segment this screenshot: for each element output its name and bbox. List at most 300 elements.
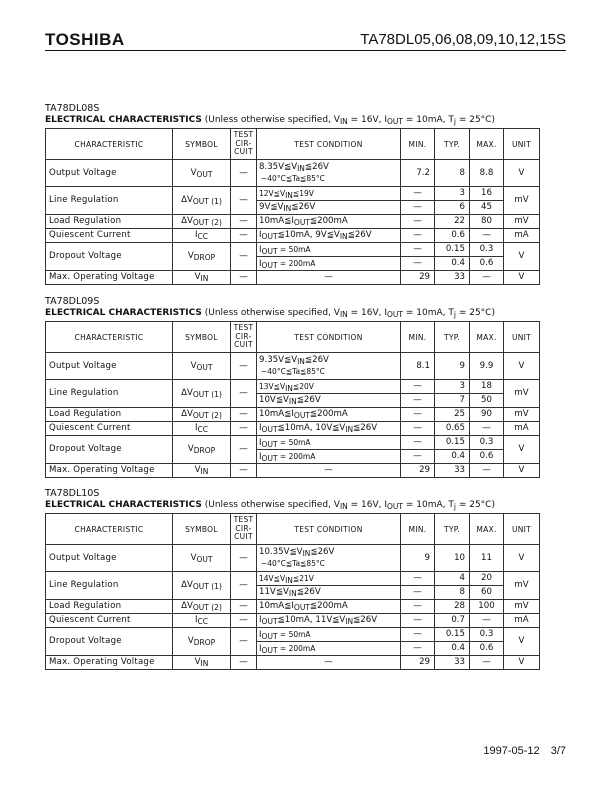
unit-cell: mV bbox=[504, 187, 540, 215]
col-typ: TYP. bbox=[435, 514, 470, 545]
caption-text: OUT bbox=[387, 117, 404, 126]
typ-value: 0.65 bbox=[435, 422, 470, 436]
electrical-characteristics-table bbox=[45, 513, 540, 670]
test-condition-cell bbox=[257, 215, 401, 229]
subscript: OUT bbox=[261, 246, 278, 256]
min-value: 29 bbox=[401, 656, 435, 670]
caption-text: = 25°C) bbox=[455, 308, 495, 318]
max-value: 60 bbox=[470, 586, 504, 600]
text-fragment: V bbox=[194, 657, 201, 667]
text-fragment: ≦26V bbox=[347, 230, 372, 240]
condition-line bbox=[259, 615, 398, 626]
characteristic-cell: Output Voltage bbox=[46, 545, 173, 572]
text-fragment: 10V≦V bbox=[259, 395, 289, 405]
caption-text: = 16V, I bbox=[347, 308, 388, 318]
test-condition-cell bbox=[257, 422, 401, 436]
max-value: 8.8 bbox=[470, 160, 504, 187]
typ-value: 3 bbox=[435, 380, 470, 394]
characteristic-cell: Line Regulation bbox=[46, 187, 173, 215]
characteristic-cell: Max. Operating Voltage bbox=[46, 464, 173, 478]
text-fragment: ΔV bbox=[181, 195, 193, 205]
symbol-cell bbox=[173, 229, 231, 243]
characteristic-cell: Load Regulation bbox=[46, 408, 173, 422]
unit-cell: mA bbox=[504, 422, 540, 436]
min-value: — bbox=[401, 586, 435, 600]
table-caption bbox=[45, 499, 539, 511]
subscript: OUT bbox=[196, 554, 213, 564]
table-row bbox=[46, 614, 540, 628]
characteristic-cell: Load Regulation bbox=[46, 600, 173, 614]
subscript: CC bbox=[197, 617, 209, 626]
col-test-condition: TEST CONDITION bbox=[257, 129, 401, 160]
condition-line bbox=[259, 558, 398, 570]
test-circuit-cell: — bbox=[231, 160, 257, 187]
subscript: OUT bbox=[261, 631, 278, 641]
test-circuit-cell: — bbox=[231, 572, 257, 600]
min-value: — bbox=[401, 229, 435, 243]
min-value: — bbox=[401, 628, 435, 642]
condition-line bbox=[259, 629, 398, 641]
caption-text: = 25°C) bbox=[455, 115, 495, 125]
caption-text: OUT bbox=[387, 502, 404, 511]
table-row bbox=[46, 243, 540, 257]
caption-title: ELECTRICAL CHARACTERISTICS bbox=[45, 115, 202, 125]
col-test-circuit bbox=[231, 514, 257, 545]
col-min: MIN. bbox=[401, 129, 435, 160]
unit-cell: mV bbox=[504, 572, 540, 600]
test-circuit-line: CUIT bbox=[234, 532, 253, 542]
text-fragment: ΔV bbox=[181, 388, 193, 398]
test-circuit-cell: — bbox=[231, 243, 257, 271]
text-fragment: ≦200mA bbox=[309, 601, 348, 611]
max-value: — bbox=[470, 656, 504, 670]
max-value: 0.3 bbox=[470, 628, 504, 642]
unit-cell: mV bbox=[504, 215, 540, 229]
typ-value: 6 bbox=[435, 201, 470, 215]
test-condition-cell bbox=[257, 450, 401, 464]
min-value: — bbox=[401, 187, 435, 201]
footer-page-number: 3/7 bbox=[550, 745, 566, 757]
subscript: IN bbox=[200, 274, 209, 283]
test-condition-cell bbox=[257, 628, 401, 642]
text-fragment: 10mA≦I bbox=[259, 409, 294, 419]
symbol-cell bbox=[173, 243, 231, 271]
min-value: — bbox=[401, 614, 435, 628]
typ-value: 0.15 bbox=[435, 436, 470, 450]
section-ta78dl09s bbox=[45, 296, 539, 478]
test-condition-cell bbox=[257, 436, 401, 450]
condition-line bbox=[259, 173, 398, 185]
min-value: — bbox=[401, 394, 435, 408]
text-fragment: I bbox=[259, 629, 262, 640]
test-circuit-cell: — bbox=[231, 353, 257, 380]
subscript: OUT bbox=[293, 218, 310, 227]
caption-text: = 25°C) bbox=[455, 500, 495, 510]
min-value: — bbox=[401, 436, 435, 450]
text-fragment: ΔV bbox=[181, 409, 193, 419]
text-fragment: ≦26V bbox=[304, 161, 329, 172]
caption-text: = 10mA, T bbox=[403, 308, 454, 318]
test-circuit-cell: — bbox=[231, 380, 257, 408]
max-value: 0.6 bbox=[470, 642, 504, 656]
caption-text: IN bbox=[339, 117, 348, 126]
text-fragment: I bbox=[259, 451, 262, 462]
unit-cell: V bbox=[504, 464, 540, 478]
table-caption bbox=[45, 114, 539, 126]
min-value: — bbox=[401, 201, 435, 215]
subscript: OUT bbox=[261, 453, 278, 463]
unit-cell: V bbox=[504, 353, 540, 380]
caption-text: OUT bbox=[387, 310, 404, 319]
condition-line bbox=[259, 188, 398, 200]
symbol-cell bbox=[173, 160, 231, 187]
caption-text: IN bbox=[339, 310, 348, 319]
subscript: OUT bbox=[261, 260, 278, 270]
text-fragment: V bbox=[190, 167, 197, 178]
text-fragment: V bbox=[187, 636, 194, 646]
test-condition-cell bbox=[257, 271, 401, 285]
test-circuit-cell: — bbox=[231, 614, 257, 628]
col-symbol: SYMBOL bbox=[173, 322, 231, 353]
text-fragment: I bbox=[194, 423, 198, 433]
text-fragment: I bbox=[259, 615, 262, 625]
test-condition-cell bbox=[257, 353, 401, 380]
test-condition-cell bbox=[257, 201, 401, 215]
text-fragment: ≦26V bbox=[296, 587, 321, 597]
text-fragment: I bbox=[259, 230, 262, 240]
text-fragment: I bbox=[259, 437, 262, 448]
unit-cell: mV bbox=[504, 380, 540, 408]
subscript: CC bbox=[197, 425, 209, 434]
test-circuit-cell: — bbox=[231, 628, 257, 656]
text-fragment: ≦21V bbox=[292, 573, 314, 583]
col-max: MAX. bbox=[470, 514, 504, 545]
caption-text: (Unless otherwise specified, V bbox=[201, 500, 340, 510]
text-fragment: V bbox=[194, 465, 201, 475]
test-circuit-cell: — bbox=[231, 187, 257, 215]
text-fragment: V bbox=[190, 552, 197, 563]
max-value: — bbox=[470, 271, 504, 285]
col-typ: TYP. bbox=[435, 322, 470, 353]
condition-line bbox=[259, 230, 398, 241]
caption-text: = 16V, I bbox=[347, 115, 388, 125]
characteristic-cell: Load Regulation bbox=[46, 215, 173, 229]
caption-text: j bbox=[453, 117, 456, 126]
col-min: MIN. bbox=[401, 514, 435, 545]
text-fragment: ≦20V bbox=[292, 381, 314, 391]
max-value: 0.3 bbox=[470, 436, 504, 450]
condition-line bbox=[259, 366, 398, 378]
max-value: 9.9 bbox=[470, 353, 504, 380]
text-fragment: ≦10mA, 9V≦V bbox=[277, 230, 340, 240]
test-condition-cell bbox=[257, 408, 401, 422]
subscript: DROP bbox=[193, 446, 216, 455]
text-fragment: I bbox=[259, 643, 262, 654]
test-condition-cell bbox=[257, 229, 401, 243]
footer bbox=[475, 745, 566, 757]
table-row bbox=[46, 187, 540, 201]
table-row bbox=[46, 271, 540, 285]
subscript: IN bbox=[297, 356, 305, 366]
subscript: IN bbox=[283, 204, 292, 213]
text-fragment: = 50mA bbox=[277, 244, 311, 254]
text-fragment: −40°C≦Ta≦85°C bbox=[261, 173, 325, 183]
test-circuit-line: CUIT bbox=[234, 147, 253, 157]
caption-text: j bbox=[453, 502, 456, 511]
typ-value: 7 bbox=[435, 394, 470, 408]
toshiba-logo: TOSHIBA bbox=[45, 30, 125, 49]
text-fragment: I bbox=[259, 423, 262, 433]
symbol-cell bbox=[173, 464, 231, 478]
unit-cell: mV bbox=[504, 600, 540, 614]
condition-line bbox=[259, 355, 398, 366]
text-fragment: 8.35V≦V bbox=[259, 161, 298, 172]
characteristic-cell: Quiescent Current bbox=[46, 422, 173, 436]
table-row bbox=[46, 215, 540, 229]
caption-text: j bbox=[453, 310, 456, 319]
test-condition-cell bbox=[257, 160, 401, 187]
subscript: OUT bbox=[261, 439, 278, 449]
col-max: MAX. bbox=[470, 129, 504, 160]
col-max: MAX. bbox=[470, 322, 504, 353]
test-condition-cell bbox=[257, 614, 401, 628]
subscript: OUT (1) bbox=[192, 197, 222, 206]
text-fragment: V bbox=[194, 272, 201, 282]
test-condition-cell bbox=[257, 464, 401, 478]
text-fragment: — bbox=[324, 465, 333, 475]
test-condition-cell bbox=[257, 572, 401, 586]
max-value: 0.6 bbox=[470, 257, 504, 271]
condition-line bbox=[259, 244, 398, 256]
symbol-cell bbox=[173, 436, 231, 464]
subscript: DROP bbox=[193, 638, 216, 647]
table-row bbox=[46, 545, 540, 572]
max-value: 50 bbox=[470, 394, 504, 408]
condition-line bbox=[259, 162, 398, 173]
subscript: OUT bbox=[196, 169, 213, 179]
min-value: — bbox=[401, 215, 435, 229]
typ-value: 10 bbox=[435, 545, 470, 572]
text-fragment: ≦10mA, 10V≦V bbox=[277, 423, 346, 433]
subscript: OUT bbox=[196, 362, 213, 372]
subscript: IN bbox=[345, 617, 354, 626]
text-fragment: = 200mA bbox=[277, 643, 316, 653]
subscript: OUT (1) bbox=[192, 390, 222, 399]
text-fragment: = 200mA bbox=[277, 258, 316, 268]
symbol-cell bbox=[173, 600, 231, 614]
col-unit: UNIT bbox=[504, 514, 540, 545]
table-caption bbox=[45, 307, 539, 319]
characteristic-cell: Output Voltage bbox=[46, 353, 173, 380]
subscript: IN bbox=[288, 589, 297, 598]
subscript: OUT bbox=[261, 232, 278, 241]
text-fragment: 10.35V≦V bbox=[259, 546, 303, 557]
condition-line bbox=[259, 547, 398, 558]
text-fragment: = 200mA bbox=[277, 451, 316, 461]
part-number: TA78DL10S bbox=[45, 488, 100, 499]
condition-line bbox=[259, 395, 398, 406]
text-fragment: I bbox=[259, 258, 262, 269]
text-fragment: 12V≦V bbox=[259, 188, 286, 198]
text-fragment: 10mA≦I bbox=[259, 601, 294, 611]
table-row bbox=[46, 160, 540, 187]
header-row bbox=[46, 322, 540, 353]
text-fragment: 10mA≦I bbox=[259, 216, 294, 226]
max-value: — bbox=[470, 422, 504, 436]
min-value: — bbox=[401, 243, 435, 257]
typ-value: 8 bbox=[435, 586, 470, 600]
subscript: IN bbox=[339, 232, 348, 241]
text-fragment: — bbox=[324, 657, 333, 667]
subscript: IN bbox=[297, 163, 305, 173]
test-circuit-cell: — bbox=[231, 408, 257, 422]
min-value: — bbox=[401, 408, 435, 422]
test-circuit-line: CIR- bbox=[235, 523, 252, 533]
col-unit: UNIT bbox=[504, 129, 540, 160]
caption-text: = 10mA, T bbox=[403, 500, 454, 510]
condition-line bbox=[259, 258, 398, 270]
max-value: 45 bbox=[470, 201, 504, 215]
text-fragment: ≦26V bbox=[310, 546, 335, 557]
typ-value: 3 bbox=[435, 187, 470, 201]
test-circuit-cell: — bbox=[231, 271, 257, 285]
min-value: 7.2 bbox=[401, 160, 435, 187]
test-circuit-cell: — bbox=[231, 545, 257, 572]
symbol-cell bbox=[173, 545, 231, 572]
subscript: IN bbox=[288, 397, 297, 406]
max-value: — bbox=[470, 614, 504, 628]
typ-value: 0.15 bbox=[435, 243, 470, 257]
test-circuit-line: CIR- bbox=[235, 331, 252, 341]
table-row bbox=[46, 229, 540, 243]
test-circuit-cell: — bbox=[231, 464, 257, 478]
col-symbol: SYMBOL bbox=[173, 129, 231, 160]
condition-line bbox=[259, 573, 398, 585]
col-characteristic: CHARACTERISTIC bbox=[46, 129, 173, 160]
min-value: — bbox=[401, 380, 435, 394]
subscript: IN bbox=[345, 425, 354, 434]
caption-title: ELECTRICAL CHARACTERISTICS bbox=[45, 308, 202, 318]
condition-line bbox=[259, 657, 398, 668]
typ-value: 33 bbox=[435, 464, 470, 478]
header-row bbox=[46, 514, 540, 545]
text-fragment: I bbox=[194, 230, 198, 240]
min-value: 29 bbox=[401, 271, 435, 285]
typ-value: 9 bbox=[435, 353, 470, 380]
subscript: OUT bbox=[261, 645, 278, 655]
text-fragment: −40°C≦Ta≦85°C bbox=[261, 558, 325, 568]
min-value: — bbox=[401, 450, 435, 464]
subscript: OUT (2) bbox=[192, 218, 222, 227]
table-row bbox=[46, 572, 540, 586]
caption-text: IN bbox=[339, 502, 348, 511]
test-condition-cell bbox=[257, 642, 401, 656]
text-fragment: I bbox=[194, 615, 198, 625]
max-value: 100 bbox=[470, 600, 504, 614]
text-fragment: ≦26V bbox=[353, 423, 378, 433]
subscript: IN bbox=[200, 659, 209, 668]
characteristic-cell: Max. Operating Voltage bbox=[46, 656, 173, 670]
table-row bbox=[46, 353, 540, 380]
caption-text: (Unless otherwise specified, V bbox=[201, 115, 340, 125]
col-symbol: SYMBOL bbox=[173, 514, 231, 545]
subscript: OUT (1) bbox=[192, 582, 222, 591]
symbol-cell bbox=[173, 380, 231, 408]
symbol-cell bbox=[173, 628, 231, 656]
caption-title: ELECTRICAL CHARACTERISTICS bbox=[45, 500, 202, 510]
max-value: 11 bbox=[470, 545, 504, 572]
condition-line bbox=[259, 601, 398, 612]
subscript: IN bbox=[200, 467, 209, 476]
test-condition-cell bbox=[257, 243, 401, 257]
unit-cell: V bbox=[504, 243, 540, 271]
min-value: — bbox=[401, 600, 435, 614]
text-fragment: −40°C≦Ta≦85°C bbox=[261, 366, 325, 376]
test-circuit-cell: — bbox=[231, 656, 257, 670]
min-value: 9 bbox=[401, 545, 435, 572]
typ-value: 25 bbox=[435, 408, 470, 422]
text-fragment: 13V≦V bbox=[259, 381, 286, 391]
unit-cell: V bbox=[504, 160, 540, 187]
test-circuit-line: TEST bbox=[233, 130, 254, 140]
min-value: — bbox=[401, 422, 435, 436]
unit-cell: V bbox=[504, 628, 540, 656]
table-row bbox=[46, 422, 540, 436]
characteristic-cell: Max. Operating Voltage bbox=[46, 271, 173, 285]
test-condition-cell bbox=[257, 394, 401, 408]
condition-line bbox=[259, 272, 398, 283]
test-condition-cell bbox=[257, 656, 401, 670]
subscript: OUT (2) bbox=[192, 411, 222, 420]
text-fragment: I bbox=[259, 244, 262, 255]
symbol-cell bbox=[173, 215, 231, 229]
max-value: 90 bbox=[470, 408, 504, 422]
subscript: OUT bbox=[293, 603, 310, 612]
symbol-cell bbox=[173, 572, 231, 600]
text-fragment: ≦26V bbox=[291, 202, 316, 212]
characteristic-cell: Dropout Voltage bbox=[46, 628, 173, 656]
test-condition-cell bbox=[257, 257, 401, 271]
condition-line bbox=[259, 216, 398, 227]
test-circuit-line: CIR- bbox=[235, 138, 252, 148]
max-value: — bbox=[470, 464, 504, 478]
typ-value: 0.4 bbox=[435, 450, 470, 464]
section-ta78dl08s bbox=[45, 103, 539, 285]
col-test-condition: TEST CONDITION bbox=[257, 514, 401, 545]
col-characteristic: CHARACTERISTIC bbox=[46, 514, 173, 545]
footer-date: 1997-05-12 bbox=[483, 745, 540, 757]
symbol-cell bbox=[173, 187, 231, 215]
condition-line bbox=[259, 437, 398, 449]
text-fragment: 14V≦V bbox=[259, 573, 286, 583]
min-value: — bbox=[401, 642, 435, 656]
text-fragment: ≦26V bbox=[353, 615, 378, 625]
text-fragment: 11V≦V bbox=[259, 587, 289, 597]
subscript: DROP bbox=[193, 253, 216, 262]
symbol-cell bbox=[173, 408, 231, 422]
subscript: IN bbox=[285, 575, 293, 585]
min-value: — bbox=[401, 572, 435, 586]
text-fragment: V bbox=[190, 360, 197, 371]
test-condition-cell bbox=[257, 187, 401, 201]
table-row bbox=[46, 380, 540, 394]
max-value: 18 bbox=[470, 380, 504, 394]
symbol-cell bbox=[173, 353, 231, 380]
subscript: OUT bbox=[261, 617, 278, 626]
subscript: OUT (2) bbox=[192, 603, 222, 612]
text-fragment: ≦200mA bbox=[309, 216, 348, 226]
typ-value: 0.7 bbox=[435, 614, 470, 628]
